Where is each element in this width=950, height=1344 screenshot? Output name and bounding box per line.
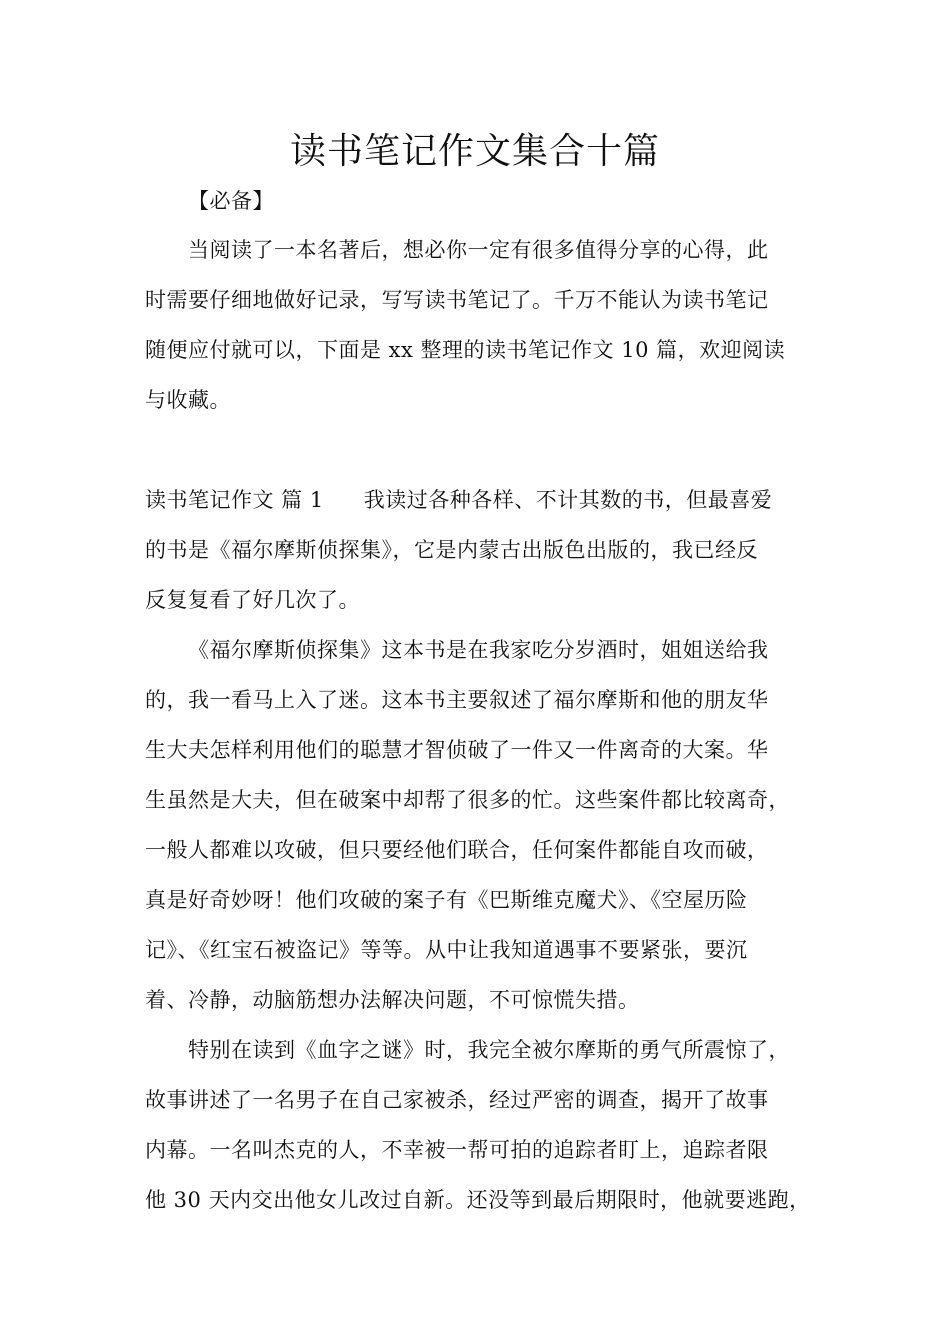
section-line: 的书是《福尔摩斯侦探集》，它是内蒙古出版色出版的，我已经反 [145,538,758,562]
intro-line: 时需要仔细地做好记录，写写读书笔记了。千万不能认为读书笔记 [145,288,769,312]
paragraph-line: 真是好奇妙呀！他们攻破的案子有《巴斯维克魔犬》、《空屋历险 [145,888,748,912]
paragraph-line: 特别在读到《血字之谜》时，我完全被尔摩斯的勇气所震惊了， [188,1038,790,1062]
paragraph-line: 一般人都难以攻破，但只要经他们联合，任何案件都能自攻而破， [145,838,769,862]
paragraph-line: 故事讲述了一名男子在自己家被杀，经过严密的调查，揭开了故事 [145,1088,769,1112]
intro-line: 与收藏。 [145,388,231,412]
paragraph-line: 生大夫怎样利用他们的聪慧才智侦破了一件又一件离奇的大案。华 [145,738,769,762]
intro-line: 当阅读了一本名著后，想必你一定有很多值得分享的心得，此 [188,238,769,262]
paragraph-line: 内幕。一名叫杰克的人，不幸被一帮可拍的追踪者盯上，追踪者限 [145,1138,769,1162]
paragraph-line: 着、冷静，动脑筋想办法解决问题，不可惊慌失措。 [145,988,640,1012]
intro-line: 随便应付就可以，下面是 xx 整理的读书笔记作文 10 篇，欢迎阅读 [145,338,786,362]
section-line: 反复复看了好几次了。 [145,588,360,612]
paragraph-line: 生虽然是大夫，但在破案中却帮了很多的忙。这些案件都比较离奇， [145,788,790,812]
paragraph-line: 《福尔摩斯侦探集》这本书是在我家吃分岁酒时，姐姐送给我 [188,638,769,662]
section-heading-line [145,485,815,515]
page-title: 读书笔记作文集合十篇 [289,131,660,172]
paragraph-line: 记》、《红宝石被盗记》等等。从中让我知道遇事不要紧张，要沉 [145,938,748,962]
tag-label: 【必备】 [188,189,274,213]
paragraph-line: 他 30 天内交出他女儿改过自新。还没等到最后期限时，他就要逃跑， [145,1188,811,1212]
section-first-line: 我读过各种各样、不计其数的书，但最喜爱 [363,488,773,512]
section-heading: 读书笔记作文 篇 1 [145,488,324,512]
paragraph-line: 的，我一看马上入了迷。这本书主要叙述了福尔摩斯和他的朋友华 [145,688,769,712]
